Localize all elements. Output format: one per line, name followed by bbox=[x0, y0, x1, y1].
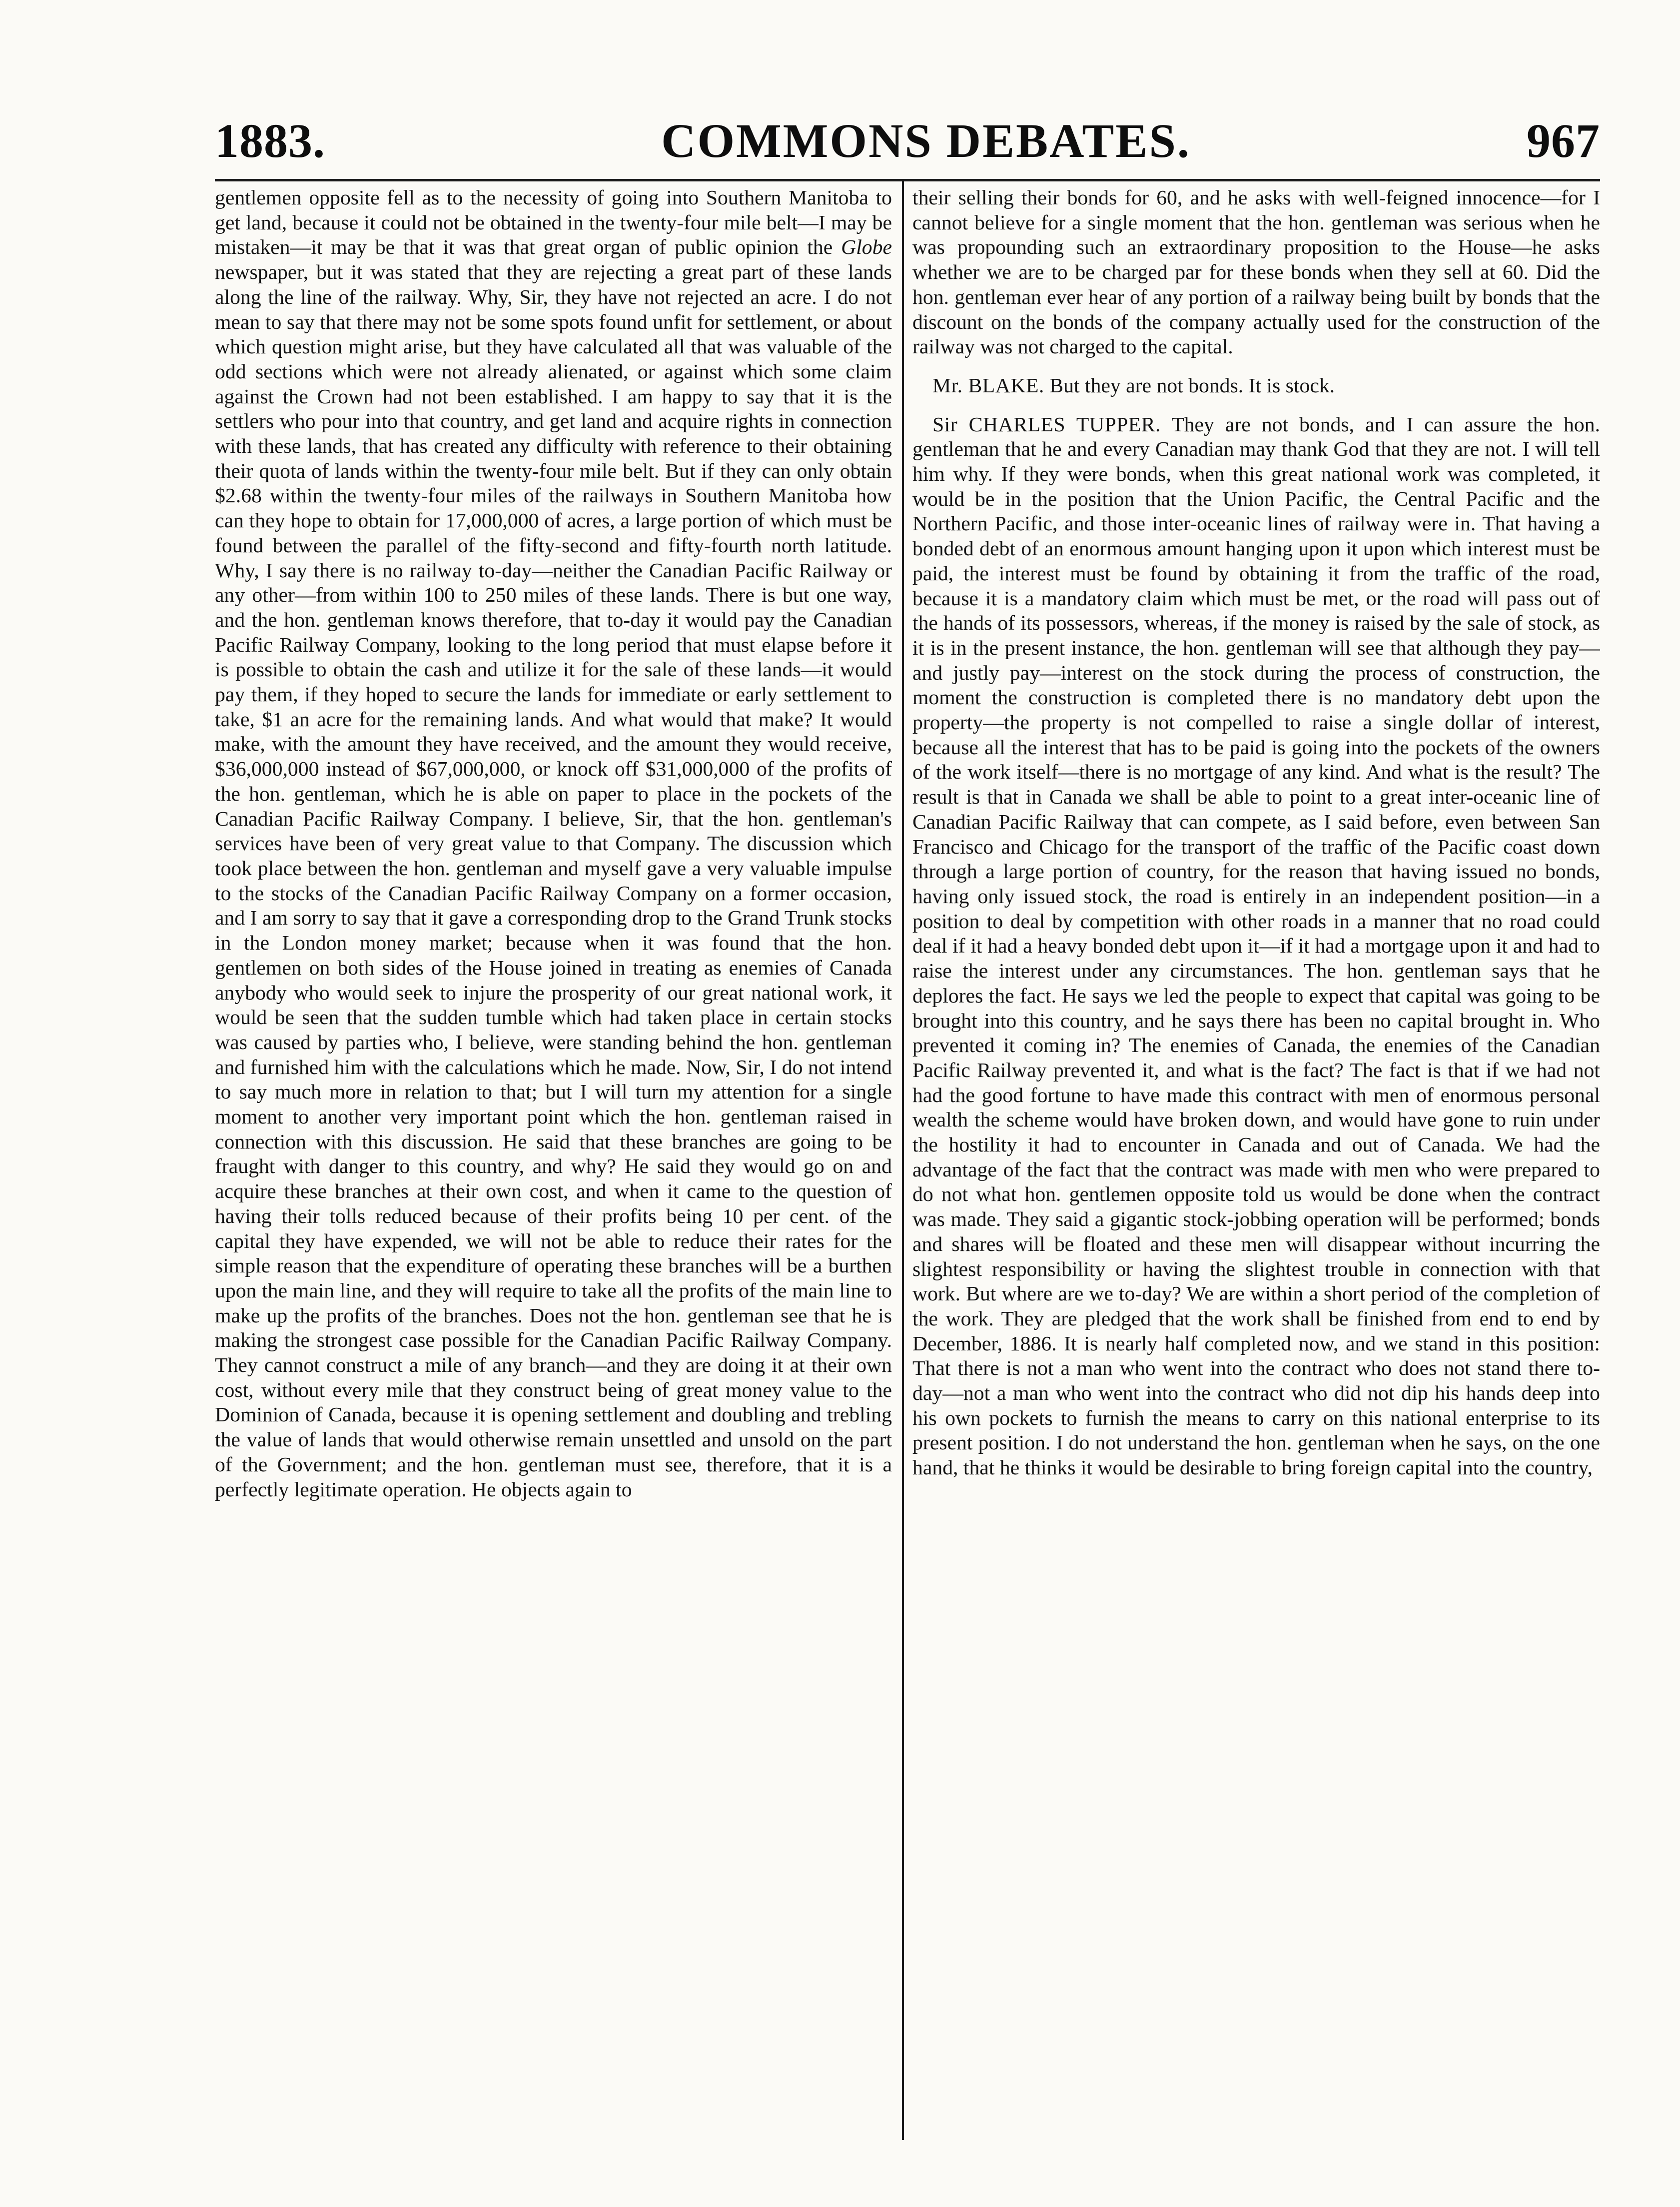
tupper-speech: They are not bonds, and I can assure the hon. gentleman that he and every Canadian may thank God that they are not. I will tell him why. If they were bonds, when this great national work was completed, it would be in the position that the Union Pacific, the Central Pacific and the Northern Pacific, and those inter-oceanic lines of railway were in. That having a bonded debt of an enormous amount hanging upon it upon which interest must be paid, the interest must be found by obtaining it from the traffic of the road, because it is a mandatory claim which must be met, or the road will pass out of the hands of its possessors, whereas, if the money is raised by the sale of stock, as it is in the present instance, the hon. gentleman will see that although they pay—and justly pay—interest on the stock during the process of construction, the moment the construction is completed there is no mandatory debt upon the property—the property is not compelled to raise a single dollar of interest, because all the interest that has to be paid is going into the pockets of the owners of the work itself—there is no mortgage of any kind. And what is the result? The result is that in Canada we shall be able to point to a great inter-oceanic line of Canadian Pacific Railway that can compete, as I said before, even between San Francisco and Chicago for the transport of the traffic of the Pacific coast down through a large portion of country, for the reason that having issued no bonds, having only issued stock, the road is entirely in an independent position—in a position to deal by competition with other roads in a manner that no road could deal if it had a heavy bonded debt upon it—if it had a mortgage upon it and had to raise the interest under any circumstances. The hon. gentleman says that he deplores the fact. He says we led the people to expect that capital was going to be brought into this country, and he says there has been no capital brought in. Who prevented it coming in? The enemies of Canada, the enemies of the Canadian Pacific Railway prevented it, and what is the fact? The fact is that if we had not had the good fortune to have made this contract with men of enormous personal wealth the scheme would have broken down, and would have gone to ruin under the hostility it had to encounter in Canada and out of Canada. We had the advantage of the fact that the contract was made with men who were prepared to do not what hon. gentlemen opposite told us would be done when the contract was made. They said a gigantic stock-jobbing operation will be performed; bonds and shares will be floated and these men will disappear without incurring the slightest responsibility or having the slightest trouble in connection with that work. But where are we to-day? We are within a short period of the completion of the work. They are pledged that the work shall be finished from end to end by December, 1886. It is nearly half completed now, and we stand in this position: That there is not a man who went into the contract who does not stand there to-day—not a man who went into the contract who did not dip his hands deep into his own pockets to furnish the means to carry on this national enterprise to its present position. I do not understand the hon. gentleman when he says, on the one hand, that he thinks it would be desirable to bring foreign capital into the country, bbox=[912, 413, 1600, 1480]
column-divider bbox=[902, 181, 904, 2140]
speaker-tupper: Sir CHARLES TUPPER. bbox=[932, 413, 1161, 436]
header-title: COMMONS DEBATES. bbox=[661, 114, 1191, 167]
left-column bbox=[215, 186, 892, 2130]
right-paragraph-2 bbox=[912, 374, 1600, 399]
right-paragraph-3 bbox=[912, 413, 1600, 1481]
speaker-blake: Mr. BLAKE. bbox=[932, 374, 1044, 397]
left-paragraph-1 bbox=[215, 186, 892, 1502]
globe-italic: Globe bbox=[841, 236, 892, 259]
left-paragraph-1-part-1: gentlemen opposite fell as to the necessity of going into Southern Manitoba to get land, because it could not be obtained in the twenty-four mile belt—I may be mistaken—it may be that it was that great organ of public opinion the bbox=[215, 186, 892, 259]
left-paragraph-1-part-2: newspaper, but it was stated that they are rejecting a great part of these lands along the line of the railway. Why, Sir, they have not rejected an acre. I do not mean to say that there may not be some spots found unfit for settlement, or about which question might arise, but they have calculated all that was valuable of the odd sections which were not already alienated, or against which some claim against the Crown had not been established. I am happy to say that it is the settlers who pour into that country, and get land and acquire rights in connection with these lands, that has created any difficulty with reference to their obtaining their quota of lands within the twenty-four mile belt. But if they can only obtain $2.68 within the twenty-four miles of the railways in Southern Manitoba how can they hope to obtain for 17,000,000 of acres, a large portion of which must be found between the parallel of the fifty-second and fifty-fourth north latitude. Why, I say there is no railway to-day—neither the Canadian Pacific Railway or any other—from within 100 to 250 miles of these lands. There is but one way, and the hon. gentleman knows therefore, that to-day it would pay the Canadian Pacific Railway Company, looking to the long period that must elapse before it is possible to obtain the cash and utilize it for the sale of these lands—it would pay them, if they hoped to secure the lands for immediate or early settlement to take, $1 an acre for the remaining lands. And what would that make? It would make, with the amount they have received, and the amount they would receive, $36,000,000 instead of $67,000,000, or knock off $31,000,000 of the profits of the hon. gentleman, which he is able on paper to place in the pockets of the Canadian Pacific Railway Company. I believe, Sir, that the hon. gentleman's services have been of very great value to that Company. The discussion which took place between the hon. gentleman and myself gave a very valuable impulse to the stocks of the Canadian Pacific Railway Company on a former occasion, and I am sorry to say that it gave a corresponding drop to the Grand Trunk stocks in the London money market; because when it was found that the hon. gentlemen on both sides of the House joined in treating as enemies of Canada anybody who would seek to injure the prosperity of our great national work, it would be seen that the sudden tumble which had taken place in certain stocks was caused by parties who, I believe, were standing behind the hon. gentleman and furnished him with the calculations which he made. Now, Sir, I do not intend to say much more in relation to that; but I will turn my attention for a single moment to another very important point which the hon. gentleman raised in connection with this discussion. He said that these branches are going to be fraught with danger to this country, and why? He said they would go on and acquire these branches at their own cost, and when it came to the question of having their tolls reduced because of their profits being 10 per cent. of the capital they have expended, we will not be able to reduce their rates for the simple reason that the expenditure of operating these branches will be a burthen upon the main line, and they will require to take all the profits of the main line to make up the profits of the branches. Does not the hon. gentleman see that he is making the strongest case possible for the Canadian Pacific Railway Company. They cannot construct a mile of any branch—and they are doing it at their own cost, without every mile that they construct being of great money value to the Dominion of Canada, because it is opening settlement and doubling and trebling the value of lands that would otherwise remain unsettled and unsold on the part of the Government; and the hon. gentleman must see, therefore, that it is a perfectly legitimate operation. He objects again to bbox=[215, 261, 892, 1501]
header-year: 1883. bbox=[215, 114, 325, 167]
page-header bbox=[215, 105, 1600, 165]
right-column bbox=[912, 186, 1600, 2130]
header-rule bbox=[215, 179, 1600, 181]
header-page-number: 967 bbox=[1527, 114, 1600, 167]
blake-remark: But they are not bonds. It is stock. bbox=[1044, 374, 1335, 397]
right-paragraph-1: their selling their bonds for 60, and he asks with well-feigned innocence—for I cannot believe for a single moment that the hon. gentleman was serious when he was propounding such an extraordinary proposition to the House—he asks whether we are to be charged par for these bonds when they sell at 60. Did the hon. gentleman ever hear of any portion of a railway being built by bonds that the discount on the bonds of the company actually used for the construction of the railway was not charged to the capital. bbox=[912, 186, 1600, 359]
